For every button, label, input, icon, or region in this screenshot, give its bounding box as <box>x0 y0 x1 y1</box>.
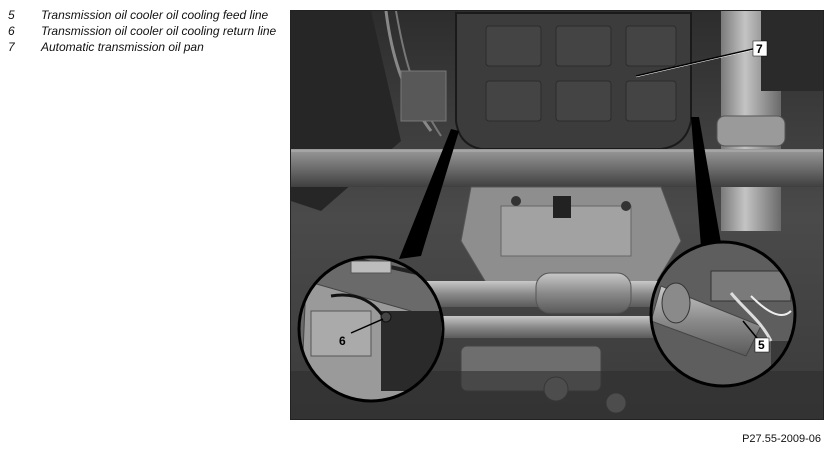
legend-number: 5 <box>8 8 15 22</box>
callout-label-6: 6 <box>339 334 346 348</box>
legend-number: 7 <box>8 40 15 54</box>
legend-text: Automatic transmission oil pan <box>41 40 204 54</box>
callout-label-5: 5 <box>758 338 765 352</box>
legend-item-6 <box>8 24 278 38</box>
legend-item-7 <box>8 40 278 54</box>
legend-text: Transmission oil cooler oil cooling return line <box>41 24 277 38</box>
callout-label-7: 7 <box>756 42 763 56</box>
legend-item-5 <box>8 8 278 22</box>
legend-number: 6 <box>8 24 15 38</box>
photo-illustration <box>291 11 824 420</box>
transmission-photo <box>290 10 824 420</box>
legend-text: Transmission oil cooler oil cooling feed line <box>41 8 269 22</box>
legend <box>8 8 278 56</box>
figure-caption: P27.55-2009-06 <box>742 433 821 445</box>
